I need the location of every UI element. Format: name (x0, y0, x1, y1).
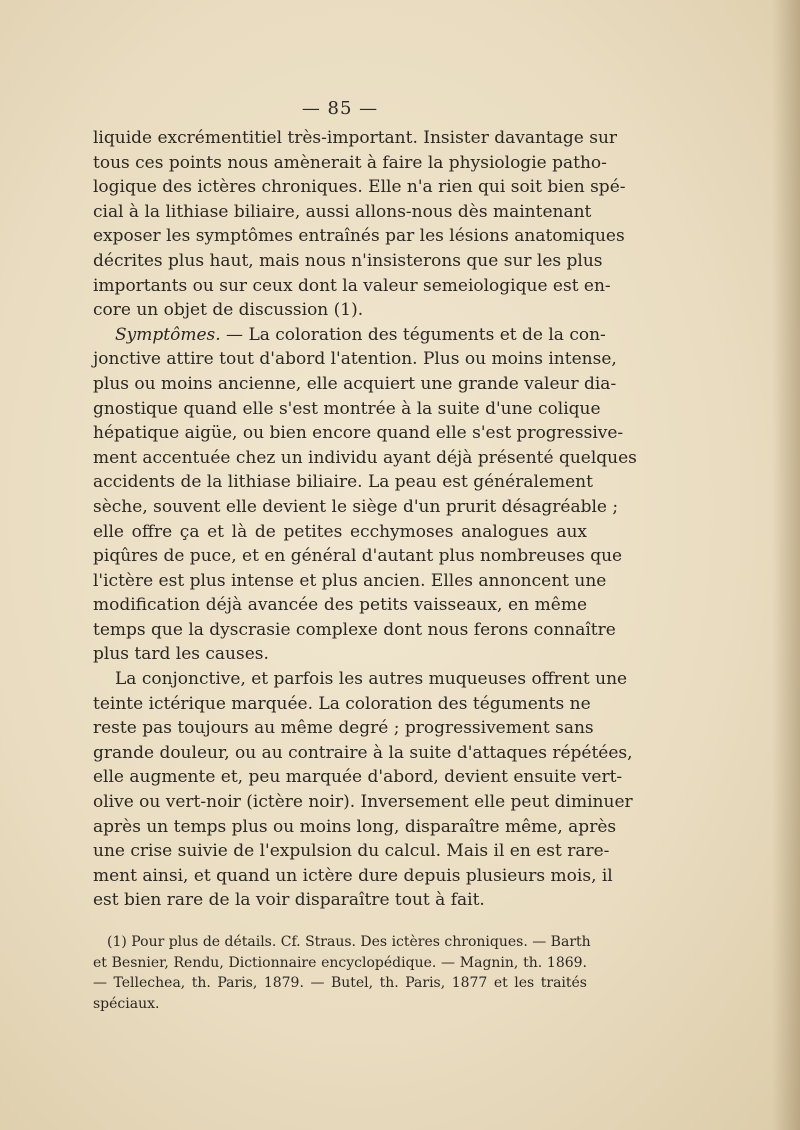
text-line: une crise suivie de l'expulsion du calcul. Mais il en est rare- (93, 841, 610, 862)
symptoms-heading: Symptômes. (115, 324, 221, 345)
text-line: reste pas toujours au même degré ; progressivement sans (93, 718, 594, 739)
text-line: olive ou vert-noir (ictère noir). Inversement elle peut diminuer (93, 792, 633, 813)
text-line: gnostique quand elle s'est montrée à la suite d'une colique (93, 398, 601, 419)
text-line: tous ces points nous amènerait à faire la physiologie patho- (93, 152, 607, 173)
footnote (93, 932, 591, 1014)
main-text (93, 126, 637, 913)
text-line: ment ainsi, et quand un ictère dure depuis plusieurs mois, il (93, 865, 613, 886)
text-line: accidents de la lithiase biliaire. La peau est généralement (93, 472, 593, 493)
text-line: hépatique aigüe, ou bien encore quand elle s'est progressive- (93, 423, 624, 444)
footnote-line: (1) Pour plus de détails. Cf. Straus. Des ictères chroniques. — Barth (107, 934, 591, 950)
text-line: piqûres de puce, et en général d'autant plus nombreuses que (93, 546, 623, 567)
text-line: est bien rare de la voir disparaître tout à fait. (93, 890, 485, 911)
text-line: plus ou moins ancienne, elle acquiert une grande valeur dia- (93, 373, 617, 394)
footnote-line: et Besnier, Rendu, Dictionnaire encyclopédique. — Magnin, th. 1869. (93, 954, 587, 971)
page-number: — 85 — (301, 98, 379, 119)
text-fragment: — La coloration des téguments et de la con- (226, 324, 606, 345)
text-line: elle offre ça et là de petites ecchymoses analogues aux (93, 521, 587, 542)
text-line: sèche, souvent elle devient le siège d'un prurit désagréable ; (93, 496, 619, 517)
text-line: cial à la lithiase biliaire, aussi allons-nous dès maintenant (93, 201, 592, 222)
text-line: grande douleur, ou au contraire à la suite d'attaques répétées, (93, 742, 633, 763)
symptoms-first-line (93, 323, 606, 348)
text-line: jonctive attire tout d'abord l'atention. Plus ou moins intense, (93, 349, 617, 370)
footnote-line: — Tellechea, th. Paris, 1879. — Butel, th. Paris, 1877 et les traités (93, 975, 587, 991)
text-line: elle augmente et, peu marquée d'abord, devient ensuite vert- (93, 767, 623, 788)
text-line: plus tard les causes. (93, 644, 269, 665)
footnote-line: spéciaux. (93, 995, 160, 1012)
text-line: décrites plus haut, mais nous n'insisterons que sur les plus (93, 250, 603, 271)
text-line: modification déjà avancée des petits vaisseaux, en même (93, 595, 587, 616)
text-line: teinte ictérique marquée. La coloration des téguments ne (93, 693, 591, 714)
text-line: après un temps plus ou moins long, disparaître même, après (93, 816, 617, 837)
text-line: temps que la dyscrasie complexe dont nous ferons connaître (93, 619, 616, 640)
text-line: liquide excrémentitiel très-important. Insister davantage sur (93, 128, 618, 148)
text-line: exposer les symptômes entraînés par les lésions anatomiques (93, 226, 625, 247)
text-line: importants ou sur ceux dont la valeur semeiologique est en- (93, 275, 611, 296)
text-line: core un objet de discussion (1). (93, 300, 364, 321)
page-edge-shadow (772, 0, 800, 1130)
text-line: logique des ictères chroniques. Elle n'a rien qui soit bien spé- (93, 177, 626, 198)
text-line: ment accentuée chez un individu ayant déjà présenté quelques (93, 447, 637, 468)
text-line: l'ictère est plus intense et plus ancien. Elles annoncent une (93, 570, 607, 591)
text-line: La conjonctive, et parfois les autres muqueuses offrent une (115, 669, 628, 690)
